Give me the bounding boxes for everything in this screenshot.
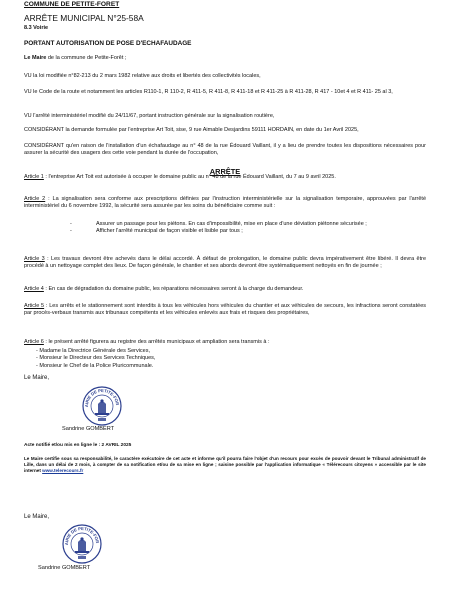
article-3 xyxy=(24,256,426,271)
article-3-label: Article 3 xyxy=(24,256,45,262)
vu-paragraph-1: VU la loi modifiée n°82-213 du 2 mars 1982 relative aux droits et libertés des collectivités locales, xyxy=(24,73,261,79)
signatory-name-2: Sandrine GOMBERT xyxy=(38,565,91,571)
seal-stamp-icon xyxy=(62,524,102,564)
list-item xyxy=(70,228,426,235)
considerant-paragraph-1: CONSIDÉRANT la demande formulée par l'entreprise Art Toit, sise, 9 rue Aimable Desjardins 59111 HORDAIN, en date du 1er Avril 2025, xyxy=(24,127,359,133)
svg-text:MAIRIE DE PETITE-FORET: AIRIE DE PETITE-FOR xyxy=(63,525,101,546)
article-4-text: : En cas de dégradation du domaine public, les réparations nécessaires seront à la charge du demandeur. xyxy=(43,286,304,292)
article-6-recipients xyxy=(36,348,416,370)
article-5-text: : Les arrêts et le stationnement sont interdits à tous les véhicules hors véhicules du chantier et aux véhicules de secours, les infractions seront constatées par procès-verbaux transmis aux tribunaux compétents et les véhicules enlevés aux frais et risques des propriétaires, xyxy=(24,303,426,317)
article-4-label: Article 4 xyxy=(24,286,44,292)
dash-icon: - xyxy=(70,228,72,235)
telerecours-link[interactable]: www.telerecours.fr xyxy=(42,468,84,473)
article-2-label: Article 2 xyxy=(24,196,46,202)
article-1-label: Article 1 xyxy=(24,174,44,180)
article-5 xyxy=(24,303,426,318)
list-item: - Monsieur le Chef de la Police Pluricommunale. xyxy=(36,362,154,369)
le-maire-label: Le Maire, xyxy=(24,375,50,381)
arrete-reference: ARRÊTE MUNICIPAL N°25-58A xyxy=(24,13,144,23)
list-item xyxy=(70,221,426,228)
signatory-name: Sandrine GOMBERT xyxy=(62,426,115,432)
recours-text: Le Maire certifie sous sa responsabilité, le caractère exécutoire de cet acte et informe qu'il pourra faire l'objet d'un recours pour excès de pouvoir devant le Tribunal administratif de Lille, dans un délai de 2 mois, à compter de sa notification et/ou de sa mise en ligne ; saisine possible par l'application informatique « Télérecours citoyens » accessible par le site internet xyxy=(24,456,426,473)
seal-stamp-icon xyxy=(82,386,122,426)
considerant-paragraph-2: CONSIDÉRANT qu'en raison de l'installation d'un échafaudage au n° 48 de la rue Édouard Vaillant, il y a lieu de prendre toutes les dispositions nécessaires pour assurer la sécurité des usagers des cette voie pendant la durée de l'occupation, xyxy=(24,143,426,157)
maire-intro-rest: de la commune de Petite-Forêt ; xyxy=(46,55,127,61)
article-2-text: : La signalisation sera conforme aux prescriptions définies par l'instruction interministérielle sur la signalisation temporaire, approuvées par l'arrêté interministériel du 6 novembre 1992, la sécurité sera assurée par les soins du bénéficiaire comme suit : xyxy=(24,196,426,210)
article-6 xyxy=(24,339,426,346)
article-6-label: Article 6 xyxy=(24,339,44,345)
article-4 xyxy=(24,286,426,293)
list-item: - Madame la Directrice Générale des Services, xyxy=(36,348,151,354)
bullet-text: Assurer un passage pour les piétons. En cas d'impossibilité, mise en place d'une déviation piétonne sécurisée ; xyxy=(96,221,367,227)
subject-heading: PORTANT AUTORISATION DE POSE D'ECHAFAUDAGE xyxy=(24,40,192,47)
category-label: 8.3 Voirie xyxy=(24,25,49,31)
article-2 xyxy=(24,196,426,211)
arrete-title: ARRÊTE xyxy=(209,167,241,177)
list-item: - Monsieur le Directeur des Services Techniques, xyxy=(36,355,156,362)
vu-paragraph-2: VU le Code de la route et notamment les articles R110-1, R 110-2, R 411-5, R 411-8, R 411-18 et R 411-25 à R 411-28, R 417 - 10et 4 et R 411- 25 al 3, xyxy=(24,89,393,95)
bullet-text: Afficher l'arrêté municipal de façon visible et lisible par tous ; xyxy=(96,228,243,235)
vu-paragraph-3: VU l'arrêté interministériel modifié du 24/11/67, portant instruction générale sur la signalisation routière, xyxy=(24,113,275,119)
acte-notifie: Acte notifié et/ou mis en ligne le : 2 AVRIL 2025 xyxy=(24,443,132,448)
commune-name: COMMUNE DE PETITE-FORET xyxy=(24,1,120,8)
recours-notice xyxy=(24,456,426,474)
mairie-seal-2 xyxy=(62,524,102,564)
svg-text:MAIRIE DE PETITE-FORET: AIRIE DE PETITE-FOR xyxy=(83,387,121,408)
article-2-bullets xyxy=(70,221,426,236)
maire-intro-bold: Le Maire xyxy=(24,55,47,61)
mairie-seal xyxy=(82,386,122,426)
article-5-label: Article 5 xyxy=(24,303,45,309)
article-3-text: : Les travaux devront être achevés dans le délai accordé. À défaut de prolongation, le domaine public devra impérativement être libéré. Il devra être procédé à un nettoyage complet des lieux. De façon générale, le chantier et ses abords devront être systématiquement nettoyés en fin de journée ; xyxy=(24,256,427,270)
le-maire-label-2: Le Maire, xyxy=(24,514,50,520)
dash-icon: - xyxy=(70,221,72,227)
maire-intro xyxy=(24,55,426,62)
article-6-text: : le présent arrêté figurera au registre des arrêtés municipaux et ampliation sera transmis à : xyxy=(43,339,270,345)
article-1-text: : l'entreprise Art Toit est autorisée à occuper le domaine public au n° 48 de la rue Édouard Vaillant, du 7 au 9 avril 2025. xyxy=(43,174,336,180)
article-1 xyxy=(24,174,426,181)
